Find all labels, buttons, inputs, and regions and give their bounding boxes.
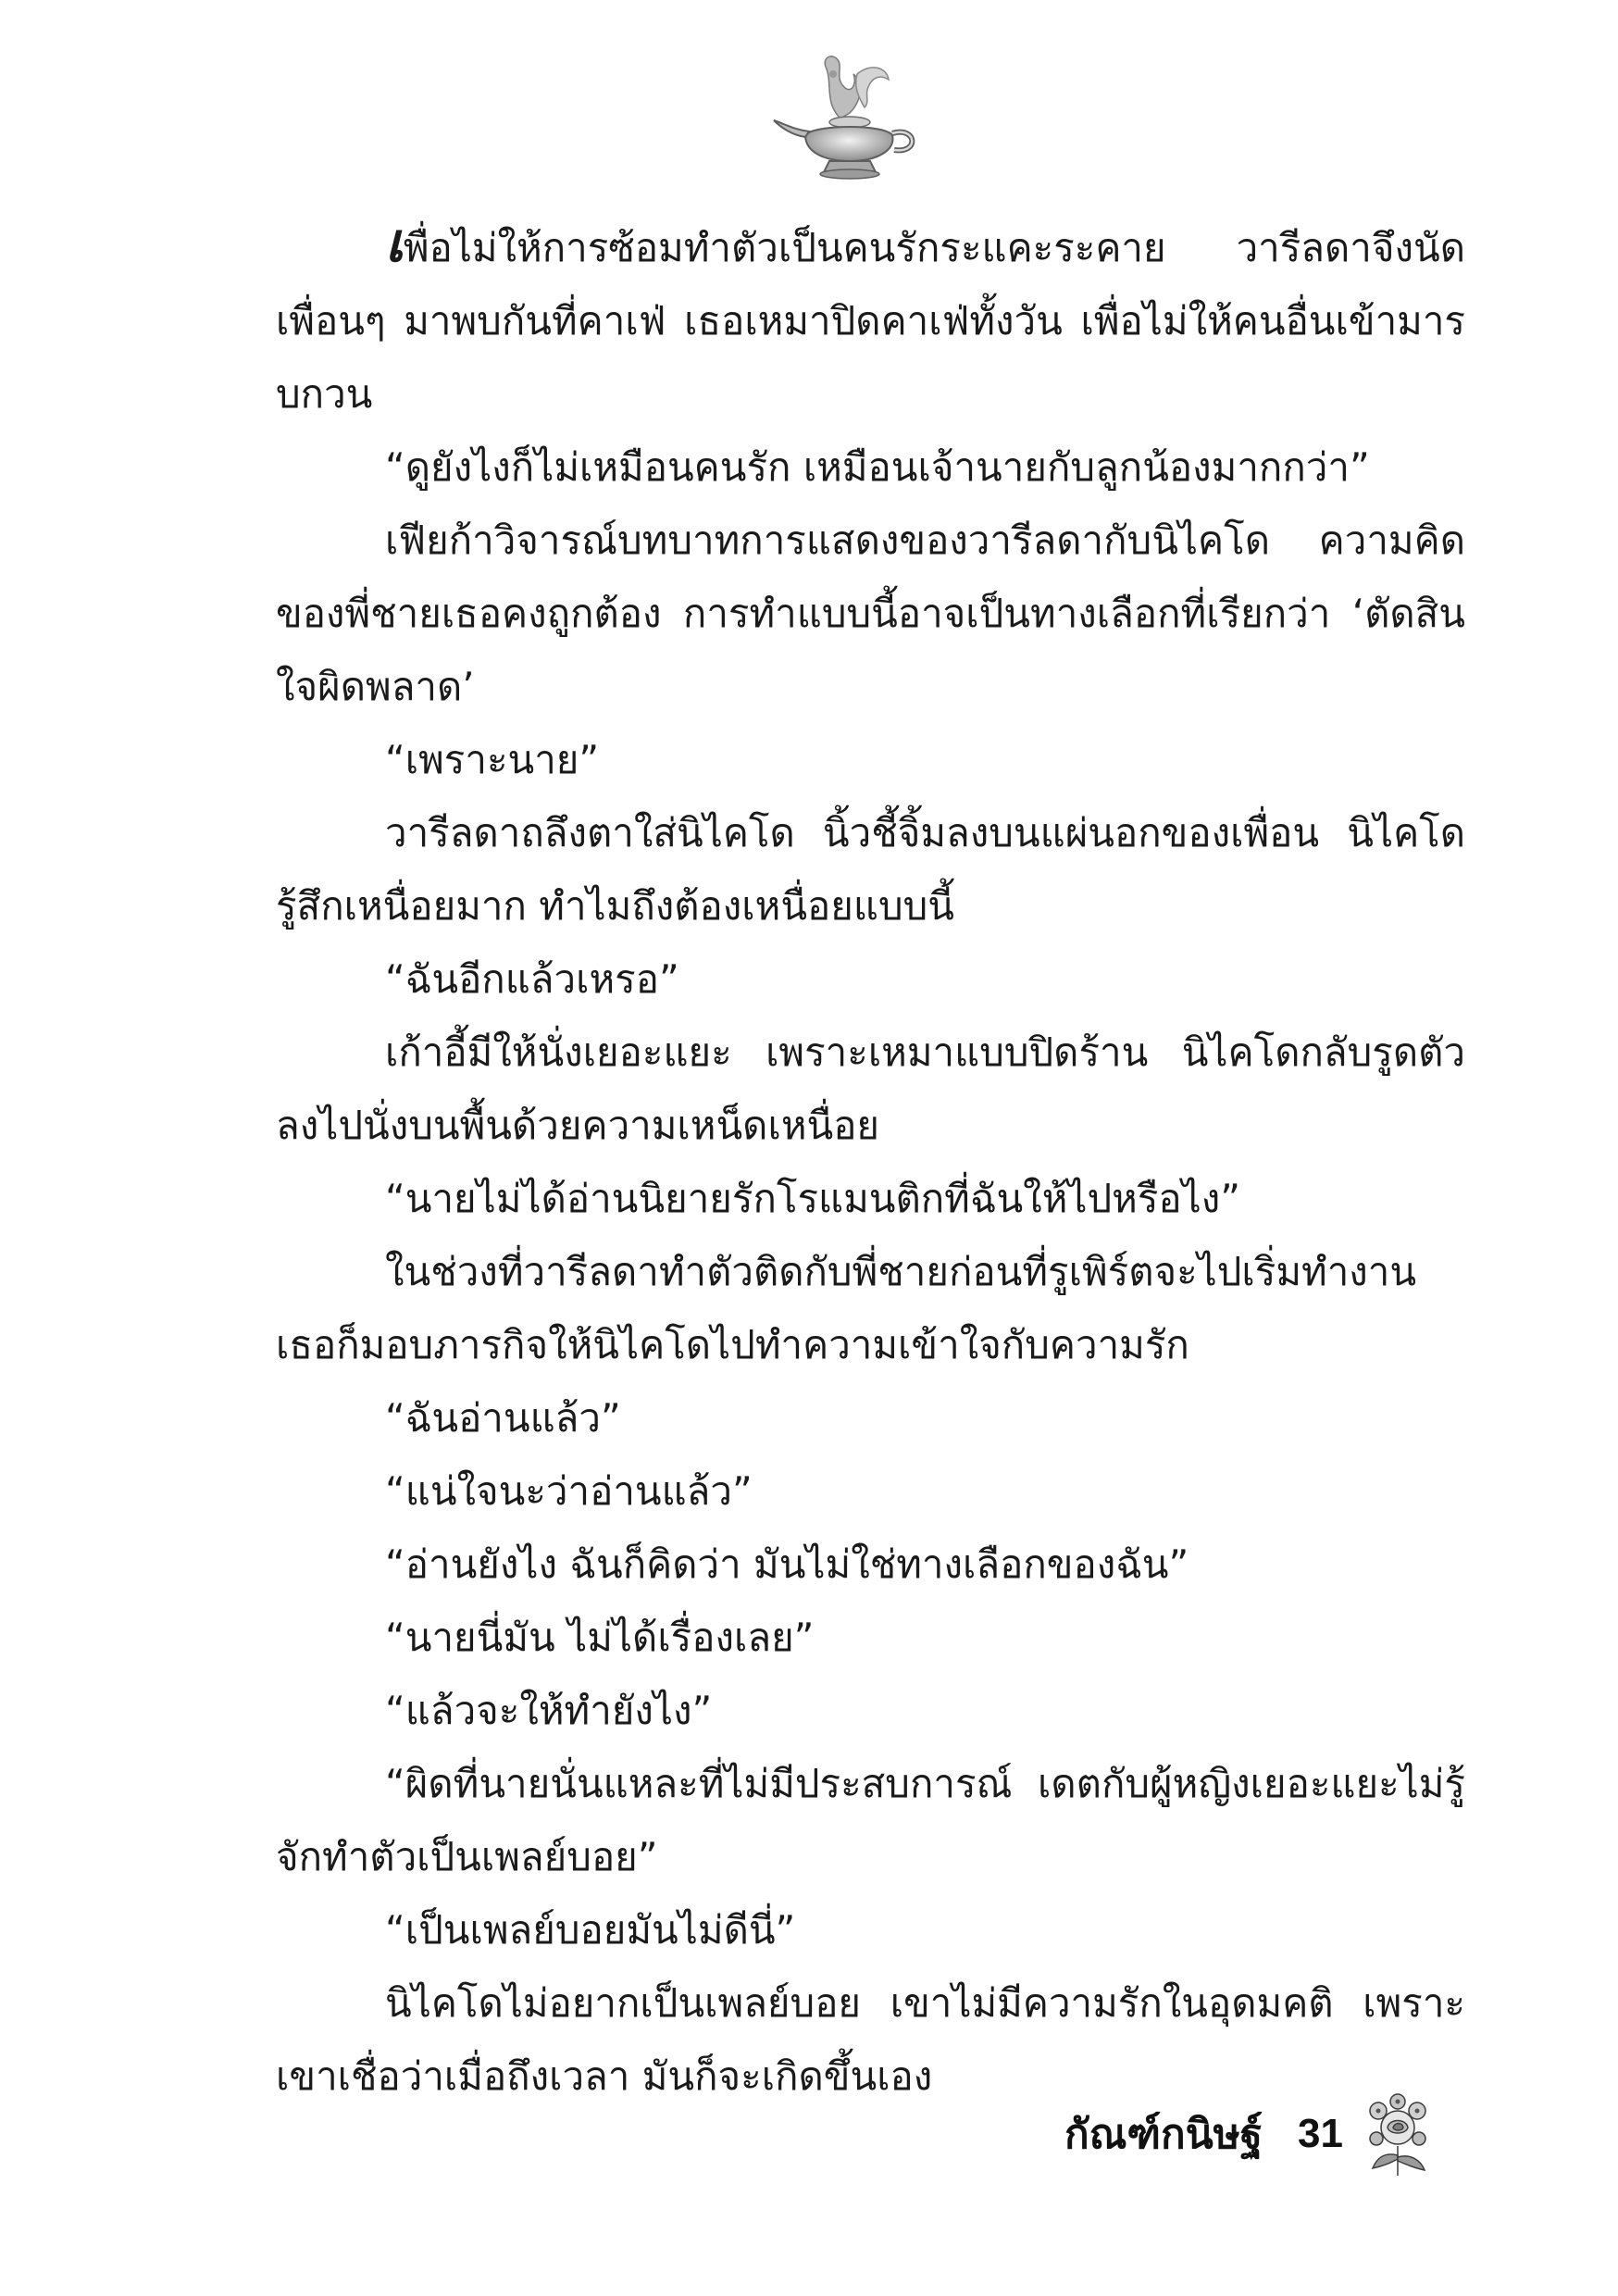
dialogue-line: “ฉันอีกแล้วเหรอ” (385, 956, 679, 1002)
dialogue-line: “ดูยังไงก็ไม่เหมือนคนรัก เหมือนเจ้านายกับลูกน้องมากกว่า” (385, 444, 1370, 490)
paragraph-text: พื่อไม่ให้การซ้อมทำตัวเป็นคนรักระแคะระคาย วารีลดาจึงนัดเพื่อนๆ มาพบกันที่คาเฟ่ เธอเหมาปิดคาเฟ่ทั้งวัน เพื่อไม่ให้คนอื่นเข้ามารบกวน (276, 225, 1465, 417)
dialogue-line: “นายนี่มัน ไม่ได้เรื่องเลย” (385, 1615, 815, 1660)
paragraph-1 (276, 211, 1465, 430)
paragraph: เก้าอี้มีให้นั่งเยอะแยะ เพราะเหมาแบบปิดร้าน นิไคโดกลับรูดตัวลงไปนั่งบนพื้นด้วยความเหน็ดเหนื่อย (276, 1029, 1465, 1148)
page-number: 31 (1297, 2111, 1343, 2156)
paragraph: นิไคโดไม่อยากเป็นเพลย์บอย เขาไม่มีความรักในอุดมคติ เพราะเขาเชื่อว่าเมื่อถึงเวลา มันก็จะเกิดขึ้นเอง (276, 1980, 1465, 2099)
dialogue-line: “เพราะนาย” (385, 737, 600, 782)
paragraph: วารีลดาถลึงตาใส่นิไคโด นิ้วชี้จิ้มลงบนแผ่นอกของเพื่อน นิไคโดรู้สึกเหนื่อยมาก ทำไมถึงต้องเหนื่อยแบบนี้ (276, 810, 1465, 929)
paragraph: เฟียก้าวิจารณ์บทบาทการแสดงของวารีลดากับนิไคโด ความคิดของพี่ชายเธอคงถูกต้อง การทำแบบนี้อาจเป็นทางเลือกที่เรียกว่า ‘ตัดสินใจผิดพลาด’ (276, 518, 1465, 709)
paragraph: ในช่วงที่วารีลดาทำตัวติดกับพี่ชายก่อนที่รูเพิร์ตจะไปเริ่มทำงานเธอก็มอบภารกิจให้นิไคโดไปทำความเข้าใจกับความรัก (276, 1249, 1417, 1367)
rose-bouquet-icon (1365, 2090, 1430, 2178)
drop-cap: เ (385, 211, 404, 274)
story-text (276, 211, 1465, 2113)
genie-lamp-icon (768, 46, 926, 185)
book-title: กัณฑ์กนิษฐ์ (1064, 2111, 1263, 2158)
dialogue-line: “ผิดที่นายนั่นแหละที่ไม่มีประสบการณ์ เดตกับผู้หญิงเยอะแยะไม่รู้จักทำตัวเป็นเพลย์บอย” (276, 1761, 1465, 1879)
page-footer (1064, 2092, 1472, 2176)
dialogue-line: “นายไม่ได้อ่านนิยายรักโรแมนติกที่ฉันให้ไปหรือไง” (385, 1176, 1241, 1221)
dialogue-line: “แน่ใจนะว่าอ่านแล้ว” (385, 1468, 753, 1514)
dialogue-line: “อ่านยังไง ฉันก็คิดว่า มันไม่ใช่ทางเลือกของฉัน” (385, 1541, 1189, 1587)
dialogue-line: “แล้วจะให้ทำยังไง” (385, 1688, 713, 1733)
dialogue-line: “เป็นเพลย์บอยมันไม่ดีนี่” (385, 1907, 796, 1953)
dialogue-line: “ฉันอ่านแล้ว” (385, 1395, 621, 1441)
